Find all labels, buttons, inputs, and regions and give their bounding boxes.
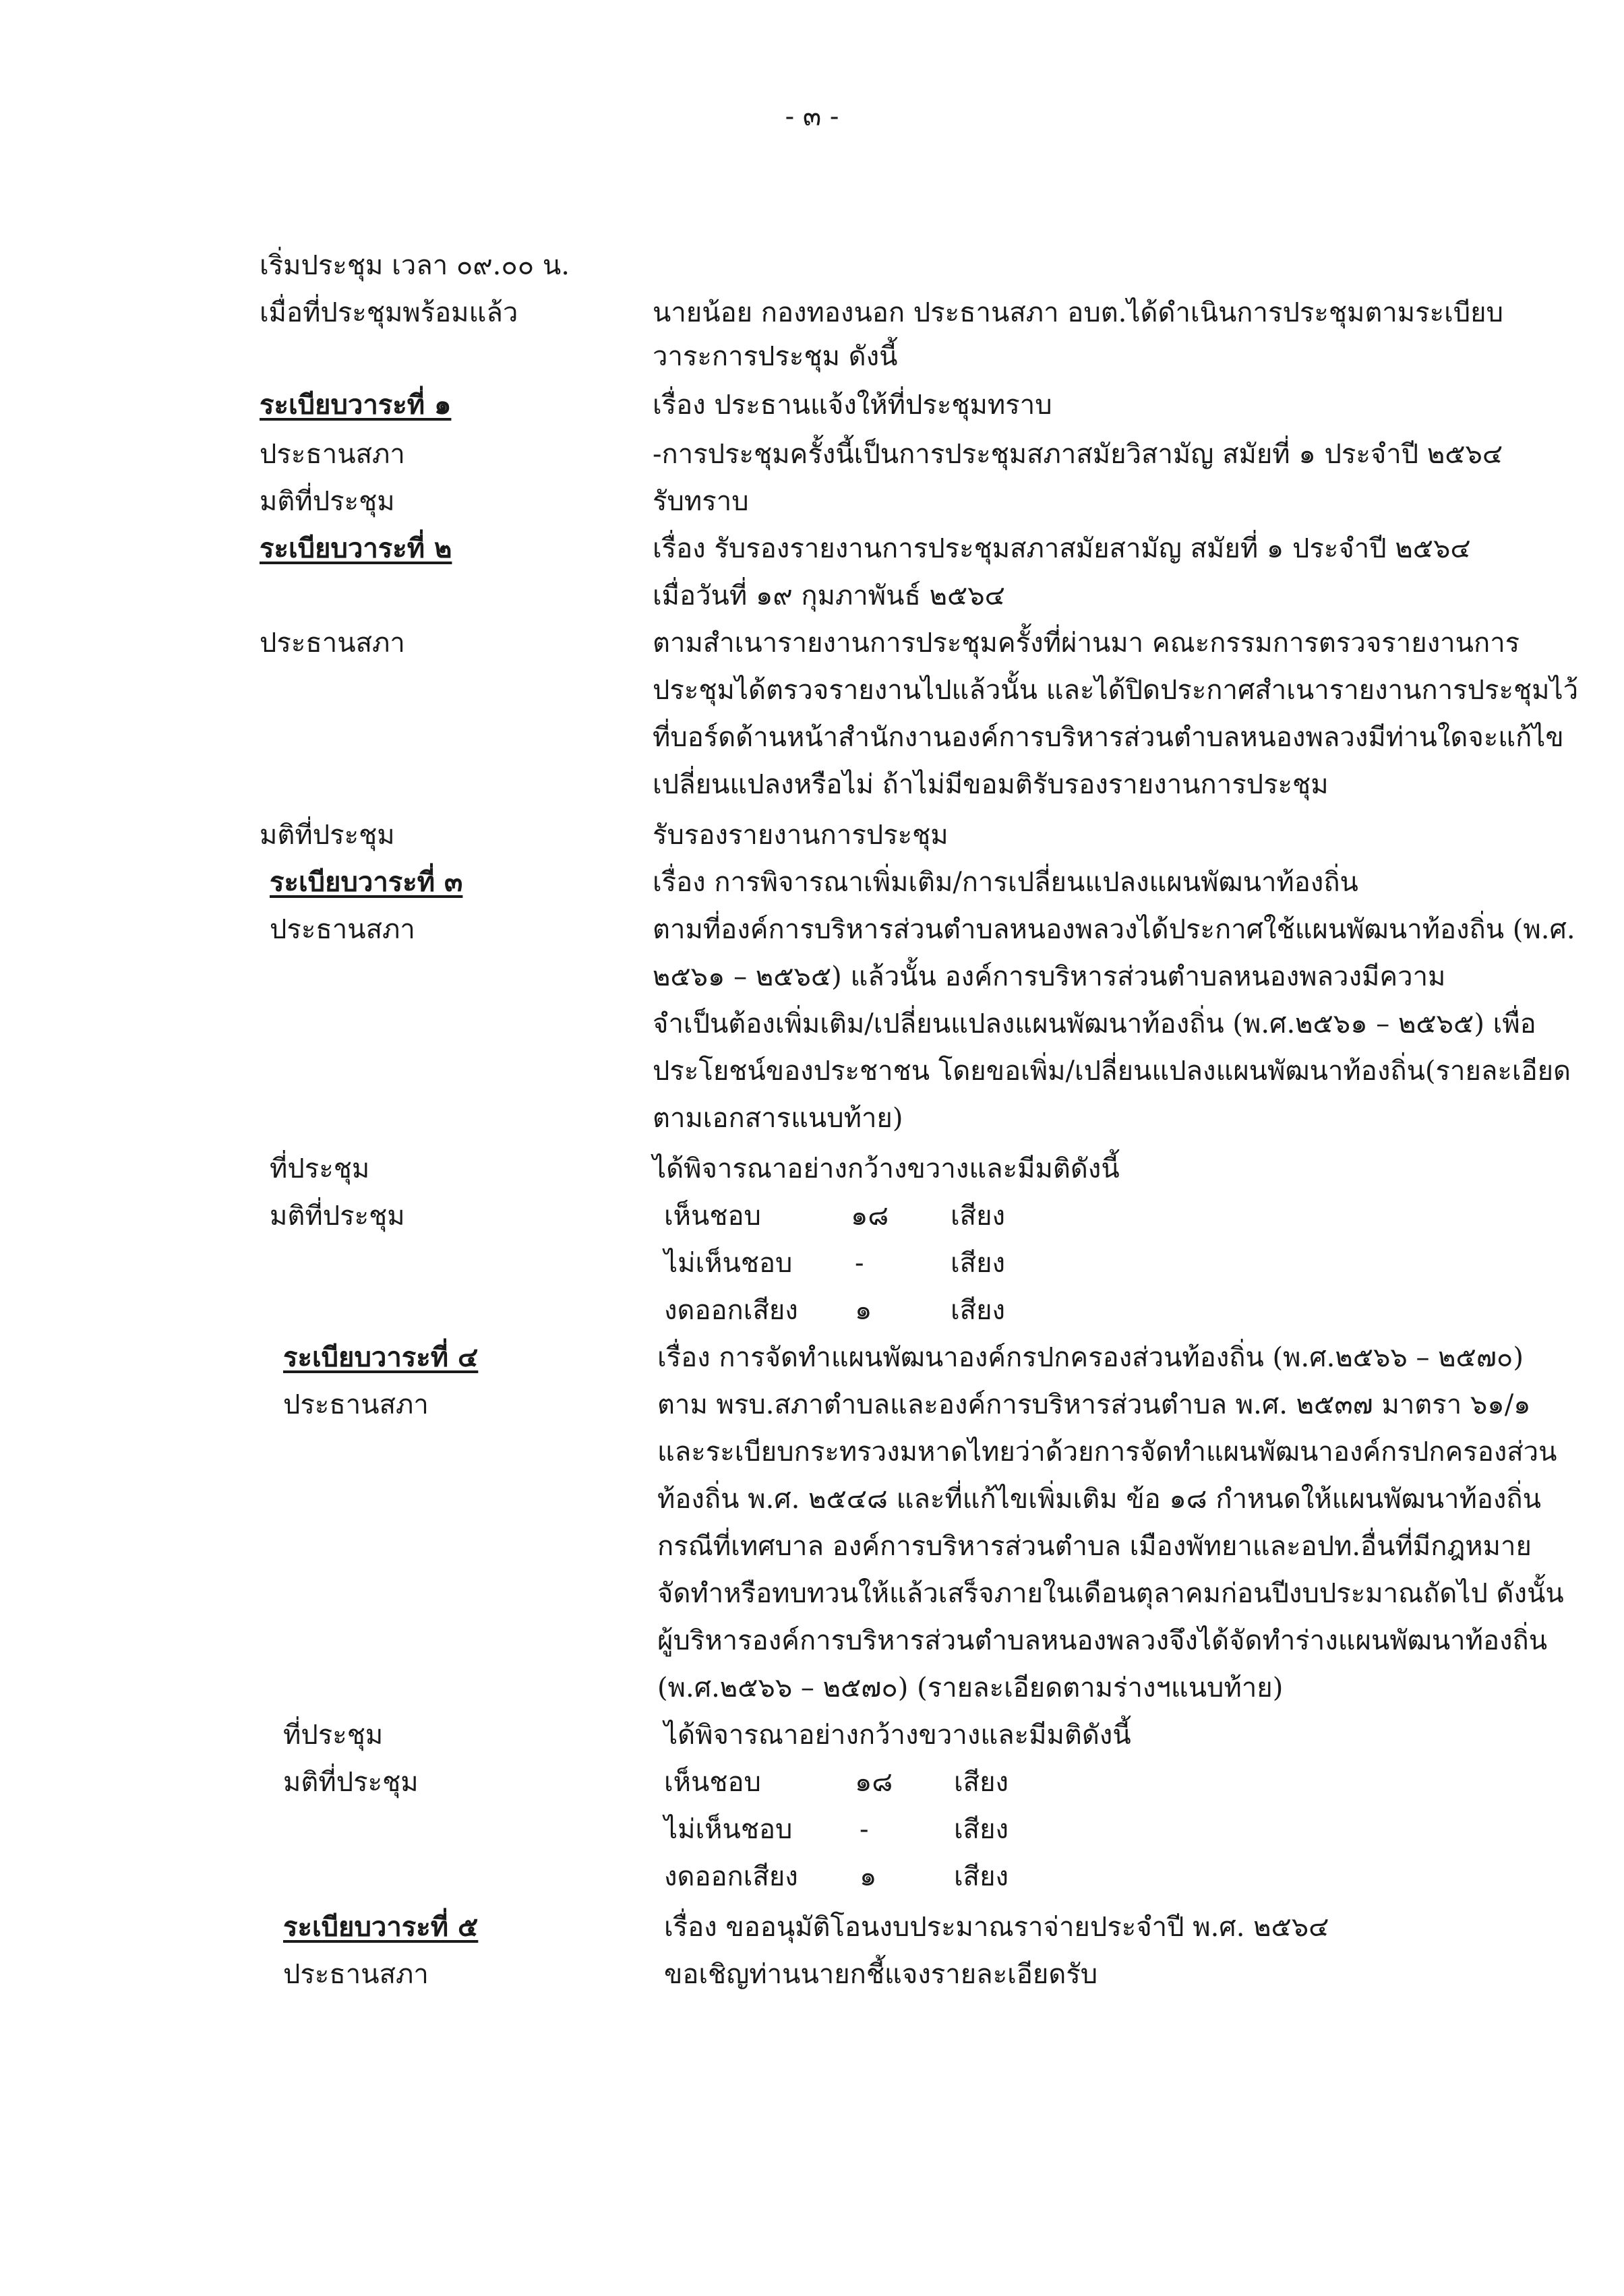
agenda-3-subject: เรื่อง การพิจารณาเพิ่มเติม/การเปลี่ยนแปลงแผนพัฒนาท้องถิ่น — [653, 867, 1358, 898]
vote-count: - — [855, 1248, 864, 1279]
agenda-4-chair-text: กรณีที่เทศบาล องค์การบริหารส่วนตำบล เมืองพัทยาและอปท.อื่นที่มีกฎหมาย — [657, 1531, 1532, 1562]
meeting-ready-text: นายน้อย กองทองนอก ประธานสภา อบต.ได้ดำเนินการประชุมตามระเบียบ — [653, 297, 1503, 328]
agenda-3-chair-text: ๒๕๖๑ – ๒๕๖๕) แล้วนั้น องค์การบริหารส่วนตำบลหนองพลวงมีความ — [653, 961, 1446, 992]
agenda-4-chair-text: ผู้บริหารองค์การบริหารส่วนตำบลหนองพลวงจึงได้จัดทำร่างแผนพัฒนาท้องถิ่น — [657, 1625, 1548, 1656]
page-number: - ๓ - — [785, 101, 839, 132]
vote-unit: เสียง — [951, 1248, 1006, 1279]
vote-unit: เสียง — [951, 1295, 1006, 1326]
vote-unit: เสียง — [951, 1201, 1006, 1232]
agenda-4-chair-text: ท้องถิ่น พ.ศ. ๒๕๔๘ และที่แก้ไขเพิ่มเติม ข้อ ๑๘ กำหนดให้แผนพัฒนาท้องถิ่น — [657, 1484, 1541, 1515]
agenda-2-resolution-label: มติที่ประชุม — [260, 820, 395, 851]
agenda-4-chair-text: จัดทำหรือทบทวนให้แล้วเสร็จภายในเดือนตุลาคมก่อนปีงบประมาณถัดไป ดังนั้น — [657, 1578, 1564, 1609]
vote-option: งดออกเสียง — [664, 1861, 798, 1892]
agenda-4-chair-text: ตาม พรบ.สภาตำบลและองค์การบริหารส่วนตำบล พ.ศ. ๒๕๓๗ มาตรา ๖๑/๑ — [657, 1389, 1531, 1420]
agenda-1-resolution-label: มติที่ประชุม — [260, 486, 395, 517]
meeting-ready-label: เมื่อที่ประชุมพร้อมแล้ว — [260, 297, 518, 328]
agenda-4-subject: เรื่อง การจัดทำแผนพัฒนาองค์กรปกครองส่วนท้องถิ่น (พ.ศ.๒๕๖๖ – ๒๕๗๐) — [657, 1342, 1524, 1373]
agenda-3-meeting-label: ที่ประชุม — [270, 1153, 370, 1184]
agenda-5-chair-label: ประธานสภา — [283, 1959, 429, 1990]
agenda-2-chair-text: ประชุมได้ตรวจรายงานไปแล้วนั้น และได้ปิดประกาศสำเนารายงานการประชุมไว้ — [653, 675, 1579, 706]
agenda-2-chair-text: ตามสำเนารายงานการประชุมครั้งที่ผ่านมา คณะกรรมการตรวจรายงานการ — [653, 628, 1520, 659]
vote-option: เห็นชอบ — [664, 1201, 761, 1232]
agenda-5-chair-text: ขอเชิญท่านนายกชี้แจงรายละเอียดรับ — [664, 1959, 1098, 1990]
agenda-2-subject-cont: เมื่อวันที่ ๑๙ กุมภาพันธ์ ๒๕๖๔ — [653, 580, 1005, 611]
vote-option: ไม่เห็นชอบ — [664, 1248, 793, 1279]
agenda-3-chair-label: ประธานสภา — [270, 914, 415, 945]
agenda-4-heading: ระเบียบวาระที่ ๔ — [283, 1341, 479, 1373]
vote-unit: เสียง — [954, 1861, 1009, 1892]
agenda-3-chair-text: ประโยชน์ของประชาชน โดยขอเพิ่ม/เปลี่ยนแปลงแผนพัฒนาท้องถิ่น(รายละเอียด — [653, 1056, 1571, 1087]
agenda-5-heading: ระเบียบวาระที่ ๕ — [283, 1911, 479, 1943]
agenda-3-chair-text: ตามที่องค์การบริหารส่วนตำบลหนองพลวงได้ประกาศใช้แผนพัฒนาท้องถิ่น (พ.ศ. — [653, 914, 1575, 945]
vote-count: - — [860, 1814, 869, 1845]
agenda-3-chair-text: จำเป็นต้องเพิ่มเติม/เปลี่ยนแปลงแผนพัฒนาท้องถิ่น (พ.ศ.๒๕๖๑ – ๒๕๖๕) เพื่อ — [653, 1008, 1536, 1039]
vote-unit: เสียง — [954, 1814, 1009, 1845]
vote-option: ไม่เห็นชอบ — [664, 1814, 793, 1845]
agenda-4-resolution-label: มติที่ประชุม — [283, 1767, 419, 1798]
agenda-4-chair-label: ประธานสภา — [283, 1389, 429, 1420]
agenda-2-chair-label: ประธานสภา — [260, 628, 405, 659]
agenda-2-subject: เรื่อง รับรองรายงานการประชุมสภาสมัยสามัญ สมัยที่ ๑ ประจำปี ๒๕๖๔ — [653, 533, 1471, 564]
agenda-2-chair-text: ที่บอร์ดด้านหน้าสำนักงานองค์การบริหารส่วนตำบลหนองพลวงมีท่านใดจะแก้ไข — [653, 722, 1564, 753]
agenda-3-meeting-text: ได้พิจารณาอย่างกว้างขวางและมีมติดังนี้ — [653, 1153, 1120, 1184]
meeting-ready-text-cont: วาระการประชุม ดังนี้ — [653, 341, 898, 372]
vote-count: ๑๘ — [851, 1201, 889, 1232]
vote-count: ๑ — [860, 1861, 877, 1892]
agenda-3-resolution-label: มติที่ประชุม — [270, 1201, 405, 1232]
agenda-4-chair-text: (พ.ศ.๒๕๖๖ – ๒๕๗๐) (รายละเอียดตามร่างฯแนบท้าย) — [657, 1672, 1284, 1703]
vote-unit: เสียง — [954, 1767, 1009, 1798]
agenda-1-resolution-text: รับทราบ — [653, 486, 749, 517]
agenda-1-subject: เรื่อง ประธานแจ้งให้ที่ประชุมทราบ — [653, 390, 1052, 421]
agenda-1-heading: ระเบียบวาระที่ ๑ — [260, 389, 452, 421]
agenda-5-subject: เรื่อง ขออนุมัติโอนงบประมาณราจ่ายประจำปี พ.ศ. ๒๕๖๔ — [664, 1912, 1329, 1943]
vote-count: ๑ — [855, 1295, 872, 1326]
vote-option: งดออกเสียง — [664, 1295, 798, 1326]
meeting-start-time: เริ่มประชุม เวลา ๐๙.๐๐ น. — [260, 250, 570, 281]
vote-option: เห็นชอบ — [664, 1767, 761, 1798]
agenda-3-heading: ระเบียบวาระที่ ๓ — [270, 866, 463, 898]
agenda-2-resolution-text: รับรองรายงานการประชุม — [653, 820, 949, 851]
agenda-4-meeting-label: ที่ประชุม — [283, 1720, 384, 1751]
agenda-1-chair-text: -การประชุมครั้งนี้เป็นการประชุมสภาสมัยวิสามัญ สมัยที่ ๑ ประจำปี ๒๕๖๔ — [653, 439, 1503, 470]
agenda-3-chair-text: ตามเอกสารแนบท้าย) — [653, 1103, 903, 1134]
agenda-2-heading: ระเบียบวาระที่ ๒ — [260, 533, 452, 564]
agenda-2-chair-text: เปลี่ยนแปลงหรือไม่ ถ้าไม่มีขอมติรับรองรายงานการประชุม — [653, 769, 1329, 800]
agenda-1-chair-label: ประธานสภา — [260, 439, 405, 470]
vote-count: ๑๘ — [855, 1767, 893, 1798]
agenda-4-chair-text: และระเบียบกระทรวงมหาดไทยว่าด้วยการจัดทำแผนพัฒนาองค์กรปกครองส่วน — [657, 1437, 1557, 1468]
agenda-4-meeting-text: ได้พิจารณาอย่างกว้างขวางและมีมติดังนี้ — [664, 1720, 1131, 1751]
